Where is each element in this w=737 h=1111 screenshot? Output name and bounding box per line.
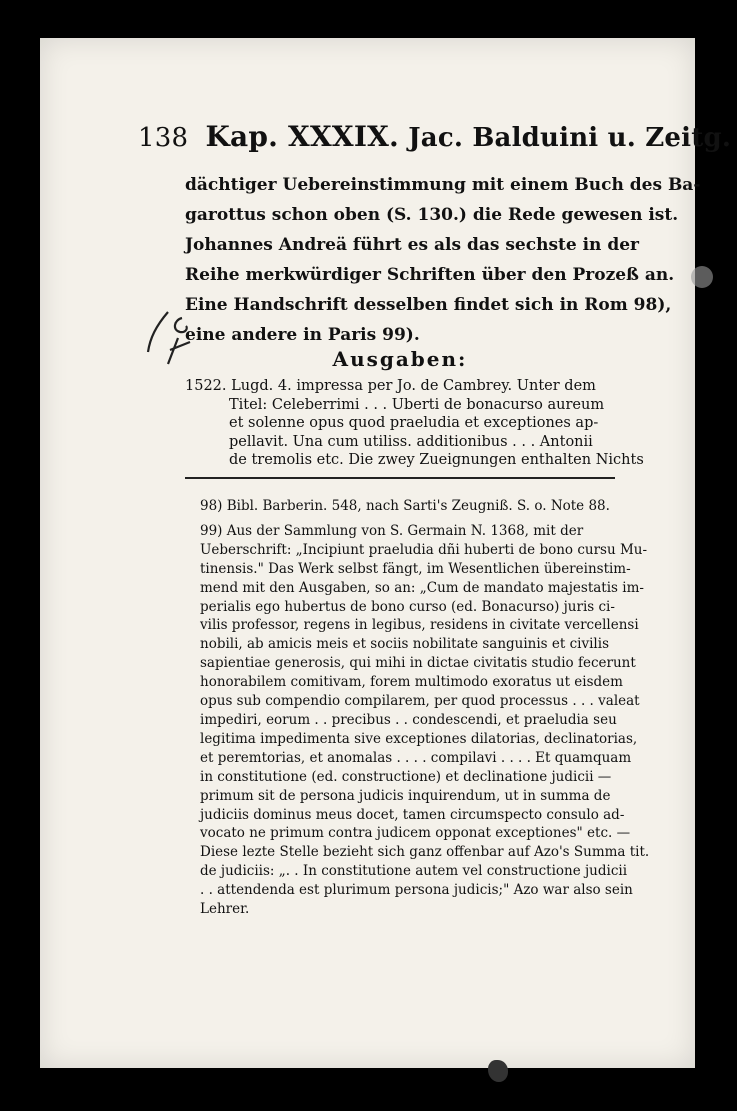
footnote-99-line: . . attendenda est plurimum persona judicis;" Azo war also sein bbox=[200, 882, 633, 899]
footnote-99-line: in constitutione (ed. constructione) et declinatione judicii — bbox=[200, 768, 612, 785]
footnote-99-line: perialis ego hubertus de bono curso (ed. Bonacurso) juris ci- bbox=[200, 598, 615, 615]
footnote-99-line: primum sit de persona judicis inquirendum, ut in summa de bbox=[200, 787, 611, 804]
footnote-99-line: sapientiae generosis, qui mihi in dictae civitatis studio fecerunt bbox=[200, 655, 636, 672]
footnote-99-line: et peremtorias, et anomalas . . . . compilavi . . . . Et quamquam bbox=[200, 749, 632, 766]
section-title: Ausgaben: bbox=[332, 347, 468, 371]
footnote-99-line: impediri, eorum . . precibus . . condescendi, et praeludia seu bbox=[200, 711, 617, 728]
footnote-99-line: mend mit den Ausgaben, so an: „Cum de mandato majestatis im- bbox=[200, 579, 644, 596]
edition-line: de tremolis etc. Die zwey Zueignungen enthalten Nichts bbox=[229, 452, 644, 468]
edition-line: Titel: Celeberrimi . . . Uberti de bonacurso aureum bbox=[229, 396, 605, 413]
body-line: Reihe merkwürdiger Schriften über den Prozeß an. bbox=[185, 265, 675, 285]
body-line: garottus schon oben (S. 130.) die Rede gewesen ist. bbox=[185, 205, 679, 225]
body-line: eine andere in Paris 99). bbox=[185, 325, 420, 345]
header-title: Jac. Balduini u. Zeitg. bbox=[408, 123, 732, 153]
footnote-99-line: judiciis dominus meus docet, tamen circumspecto consulo ad- bbox=[200, 806, 625, 823]
edition-line: 1522. Lugd. 4. impressa per Jo. de Cambrey. Unter dem bbox=[185, 378, 596, 394]
footnote-99-line: 99) Aus der Sammlung von S. Germain N. 1368, mit der bbox=[200, 522, 584, 539]
chapter-label: Kap. XXXIX. bbox=[205, 120, 399, 153]
body-line: dächtiger Uebereinstimmung mit einem Buch des Ba- bbox=[185, 175, 701, 195]
edition-entry bbox=[185, 377, 644, 470]
footnote-99-line: tinensis." Das Werk selbst fängt, im Wesentlichen übereinstim- bbox=[200, 560, 631, 577]
edition-line: et solenne opus quod praeludia et exceptiones ap- bbox=[229, 415, 599, 431]
body-line: Eine Handschrift desselben findet sich in Rom 98), bbox=[185, 295, 672, 315]
page-number: 138 bbox=[138, 123, 189, 153]
footnote-divider bbox=[185, 477, 615, 479]
footnote-99-line: nobili, ab amicis meis et sociis nobilitate sanguinis et civilis bbox=[200, 636, 609, 653]
body-line: Johannes Andreä führt es als das sechste in der bbox=[185, 235, 639, 255]
footnote-99-line: de judiciis: „. . In constitutione autem vel constructione judicii bbox=[200, 863, 628, 880]
footnote-99-line: Lehrer. bbox=[200, 901, 250, 918]
main-paragraph bbox=[185, 170, 701, 350]
footnote-98: 98) Bibl. Barberin. 548, nach Sarti's Zeugniß. S. o. Note 88. bbox=[200, 498, 610, 514]
footnote-99-line: legitima impedimenta sive exceptiones dilatorias, declinatorias, bbox=[200, 730, 638, 747]
footnote-99-line: honorabilem comitivam, forem multimodo exoratus ut eisdem bbox=[200, 674, 623, 691]
edition-line: pellavit. Una cum utiliss. additionibus . . . Antonii bbox=[229, 433, 593, 450]
running-header bbox=[138, 120, 732, 153]
binding-hole bbox=[691, 266, 713, 288]
footnote-99-line: Ueberschrift: „Incipiunt praeludia dñi huberti de bono cursu Mu- bbox=[200, 541, 648, 558]
footnote-99-line: vocato ne primum contra judicem opponat exceptiones" etc. — bbox=[200, 825, 631, 842]
footnote-99-line: vilis professor, regens in legibus, residens in civitate vercellensi bbox=[200, 617, 639, 634]
footnote-99-line: Diese lezte Stelle bezieht sich ganz offenbar auf Azo's Summa tit. bbox=[200, 844, 650, 861]
footnote-99-line: opus sub compendio compilarem, per quod processus . . . valeat bbox=[200, 693, 640, 710]
ink-blot bbox=[488, 1060, 508, 1082]
footnotes bbox=[200, 497, 650, 919]
